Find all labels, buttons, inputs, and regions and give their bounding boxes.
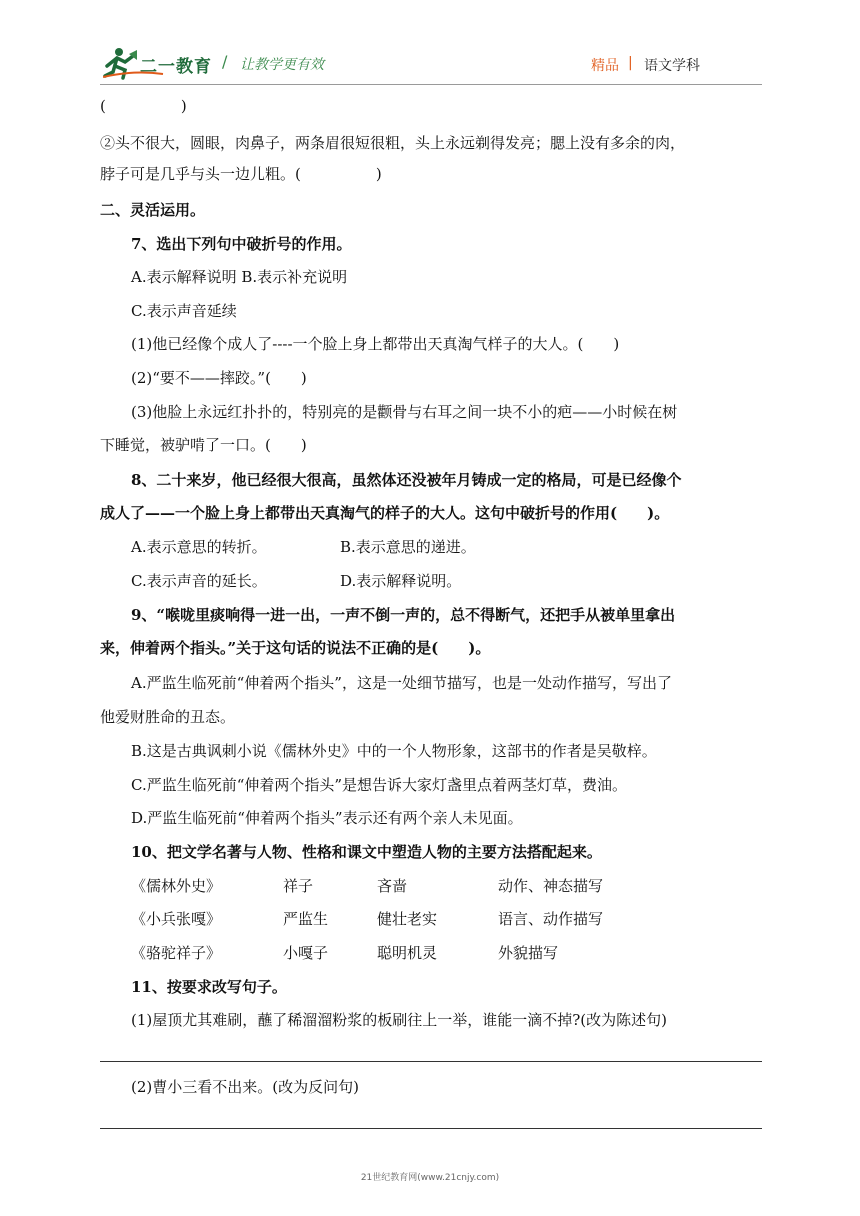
trait: 健壮老实 <box>377 910 438 928</box>
header-separator: / <box>222 52 228 71</box>
character: 祥子 <box>283 877 314 895</box>
answer-line <box>100 1061 762 1062</box>
page-header <box>0 0 860 90</box>
text-line: 脖子可是几乎与头一边儿粗。( ) <box>100 165 382 183</box>
character: 小嘎子 <box>283 944 329 962</box>
sub-question: 下睡觉，被驴啃了一口。( ) <box>100 436 307 454</box>
option-line: C.表示声音延续 <box>131 302 237 320</box>
book-title: 《骆驼祥子》 <box>131 944 222 962</box>
badge-premium: 精品 <box>591 58 619 74</box>
q8-option-b: B.表示意思的递进。 <box>340 538 476 556</box>
method: 动作、神态描写 <box>498 877 604 895</box>
q8-option-a: A.表示意思的转折。 <box>131 538 267 556</box>
q8-option-c: C.表示声音的延长。 <box>131 572 267 590</box>
rewrite-task: (2)曹小三看不出来。(改为反问句) <box>131 1078 359 1096</box>
question-11: 11、按要求改写句子。 <box>131 978 287 996</box>
text-line: ②头不很大，圆眼，肉鼻子，两条眉很短很粗，头上永远剃得发亮；腮上没有多余的肉， <box>100 134 686 152</box>
q9-option-a: A.严监生临死前“伸着两个指头”，这是一处细节描写，也是一处动作描写，写出了 <box>131 674 672 692</box>
book-title: 《儒林外史》 <box>131 877 222 895</box>
rewrite-task: (1)屋顶尤其难刷，蘸了稀溜溜粉浆的板刷往上一举，谁能一滴不掉?(改为陈述句) <box>131 1011 667 1029</box>
trait: 聪明机灵 <box>377 944 438 962</box>
question-7: 7、选出下列句中破折号的作用。 <box>131 235 352 253</box>
q8-option-d: D.表示解释说明。 <box>340 572 462 590</box>
question-10: 10、把文学名著与人物、性格和课文中塑造人物的主要方法搭配起来。 <box>131 843 602 861</box>
method: 语言、动作描写 <box>498 910 604 928</box>
character: 严监生 <box>283 910 329 928</box>
question-8: 8、二十来岁，他已经很大很高，虽然体还没被年月铸成一定的格局，可是已经像个 <box>131 471 682 489</box>
section-heading: 二、灵活运用。 <box>100 201 206 219</box>
badge-subject: 语文学科 <box>644 58 700 74</box>
sub-question: (3)他脸上永远红扑扑的，特别亮的是颧骨与右耳之间一块不小的疤——小时候在树 <box>131 403 678 421</box>
question-8: 成人了——一个脸上身上都带出天真淘气的样子的大人。这句中破折号的作用( )。 <box>100 504 670 522</box>
sub-question: (1)他已经像个成人了----一个脸上身上都带出天真淘气样子的大人。( ) <box>131 335 620 353</box>
header-divider <box>100 84 762 85</box>
q9-option-d: D.严监生临死前“伸着两个指头”表示还有两个亲人未见面。 <box>131 809 523 827</box>
page-footer: 21世纪教育网(www.21cnjy.com) <box>360 1173 500 1183</box>
method: 外貌描写 <box>498 944 559 962</box>
slogan: 让教学更有效 <box>240 57 324 73</box>
sub-question: (2)“要不——摔跤。”( ) <box>131 369 307 387</box>
q9-option-b: B.这是古典讽刺小说《儒林外史》中的一个人物形象，这部书的作者是吴敬梓。 <box>131 742 657 760</box>
logo-text: 二一教育 <box>140 57 212 77</box>
answer-blank: ( ) <box>100 97 187 115</box>
q9-option-a: 他爱财胜命的丑态。 <box>100 708 236 726</box>
trait: 吝啬 <box>377 877 408 895</box>
book-title: 《小兵张嘎》 <box>131 910 222 928</box>
badge-divider: | <box>628 55 633 71</box>
answer-line <box>100 1128 762 1129</box>
option-line: A.表示解释说明 B.表示补充说明 <box>131 268 348 286</box>
question-9: 来，伸着两个指头。”关于这句话的说法不正确的是( )。 <box>100 639 491 657</box>
question-9: 9、“喉咙里痰响得一进一出，一声不倒一声的，总不得断气，还把手从被单里拿出 <box>131 606 676 624</box>
q9-option-c: C.严监生临死前“伸着两个指头”是想告诉大家灯盏里点着两茎灯草，费油。 <box>131 776 628 794</box>
